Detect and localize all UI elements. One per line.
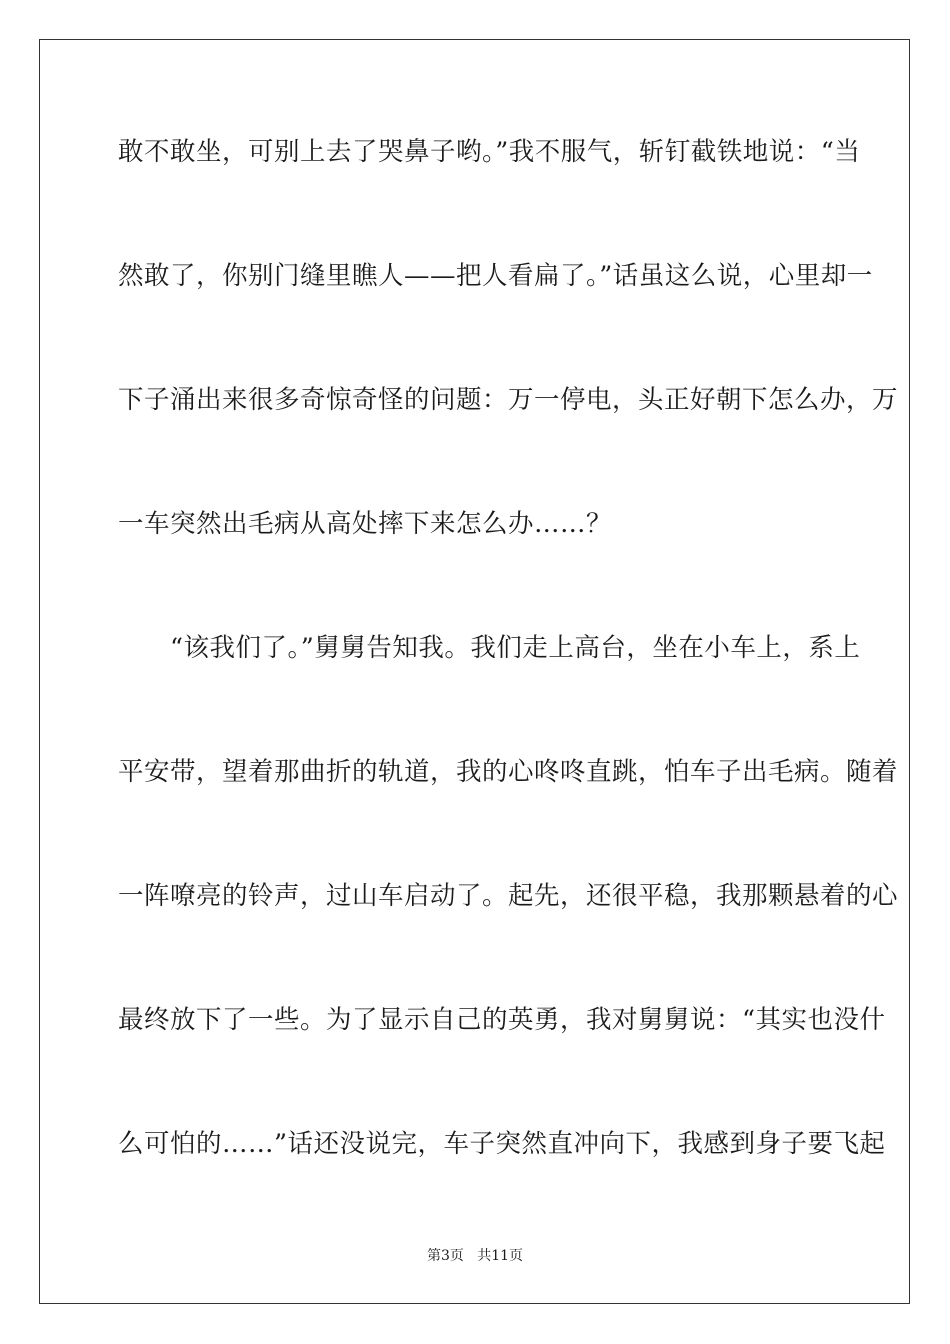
text-line: 么可怕的……”话还没说完，车子突然直冲向下，我感到身子要飞起: [118, 1129, 886, 1159]
text-line: 平安带，望着那曲折的轨道，我的心咚咚直跳，怕车子出毛病。随着: [118, 757, 899, 787]
text-line: 一阵嘹亮的铃声，过山车启动了。起先，还很平稳，我那颗悬着的心: [118, 881, 899, 911]
text-line: 一车突然出毛病从高处摔下来怎么办……？: [118, 509, 613, 539]
text-line: 敢不敢坐，可别上去了哭鼻子哟。”我不服气，斩钉截铁地说：“当: [118, 137, 861, 167]
page-border: [39, 39, 910, 1304]
text-line: 下子涌出来很多奇惊奇怪的问题：万一停电，头正好朝下怎么办，万: [118, 385, 899, 415]
page-number-footer: 第3页 共11页: [426, 1248, 524, 1264]
text-line: “该我们了。”舅舅告知我。我们走上高台，坐在小车上，系上: [118, 633, 861, 663]
text-line: 最终放下了一些。为了显示自己的英勇，我对舅舅说：“其实也没什: [118, 1005, 886, 1035]
text-line: 然敢了，你别门缝里瞧人——把人看扁了。”话虽这么说，心里却一: [118, 261, 873, 291]
